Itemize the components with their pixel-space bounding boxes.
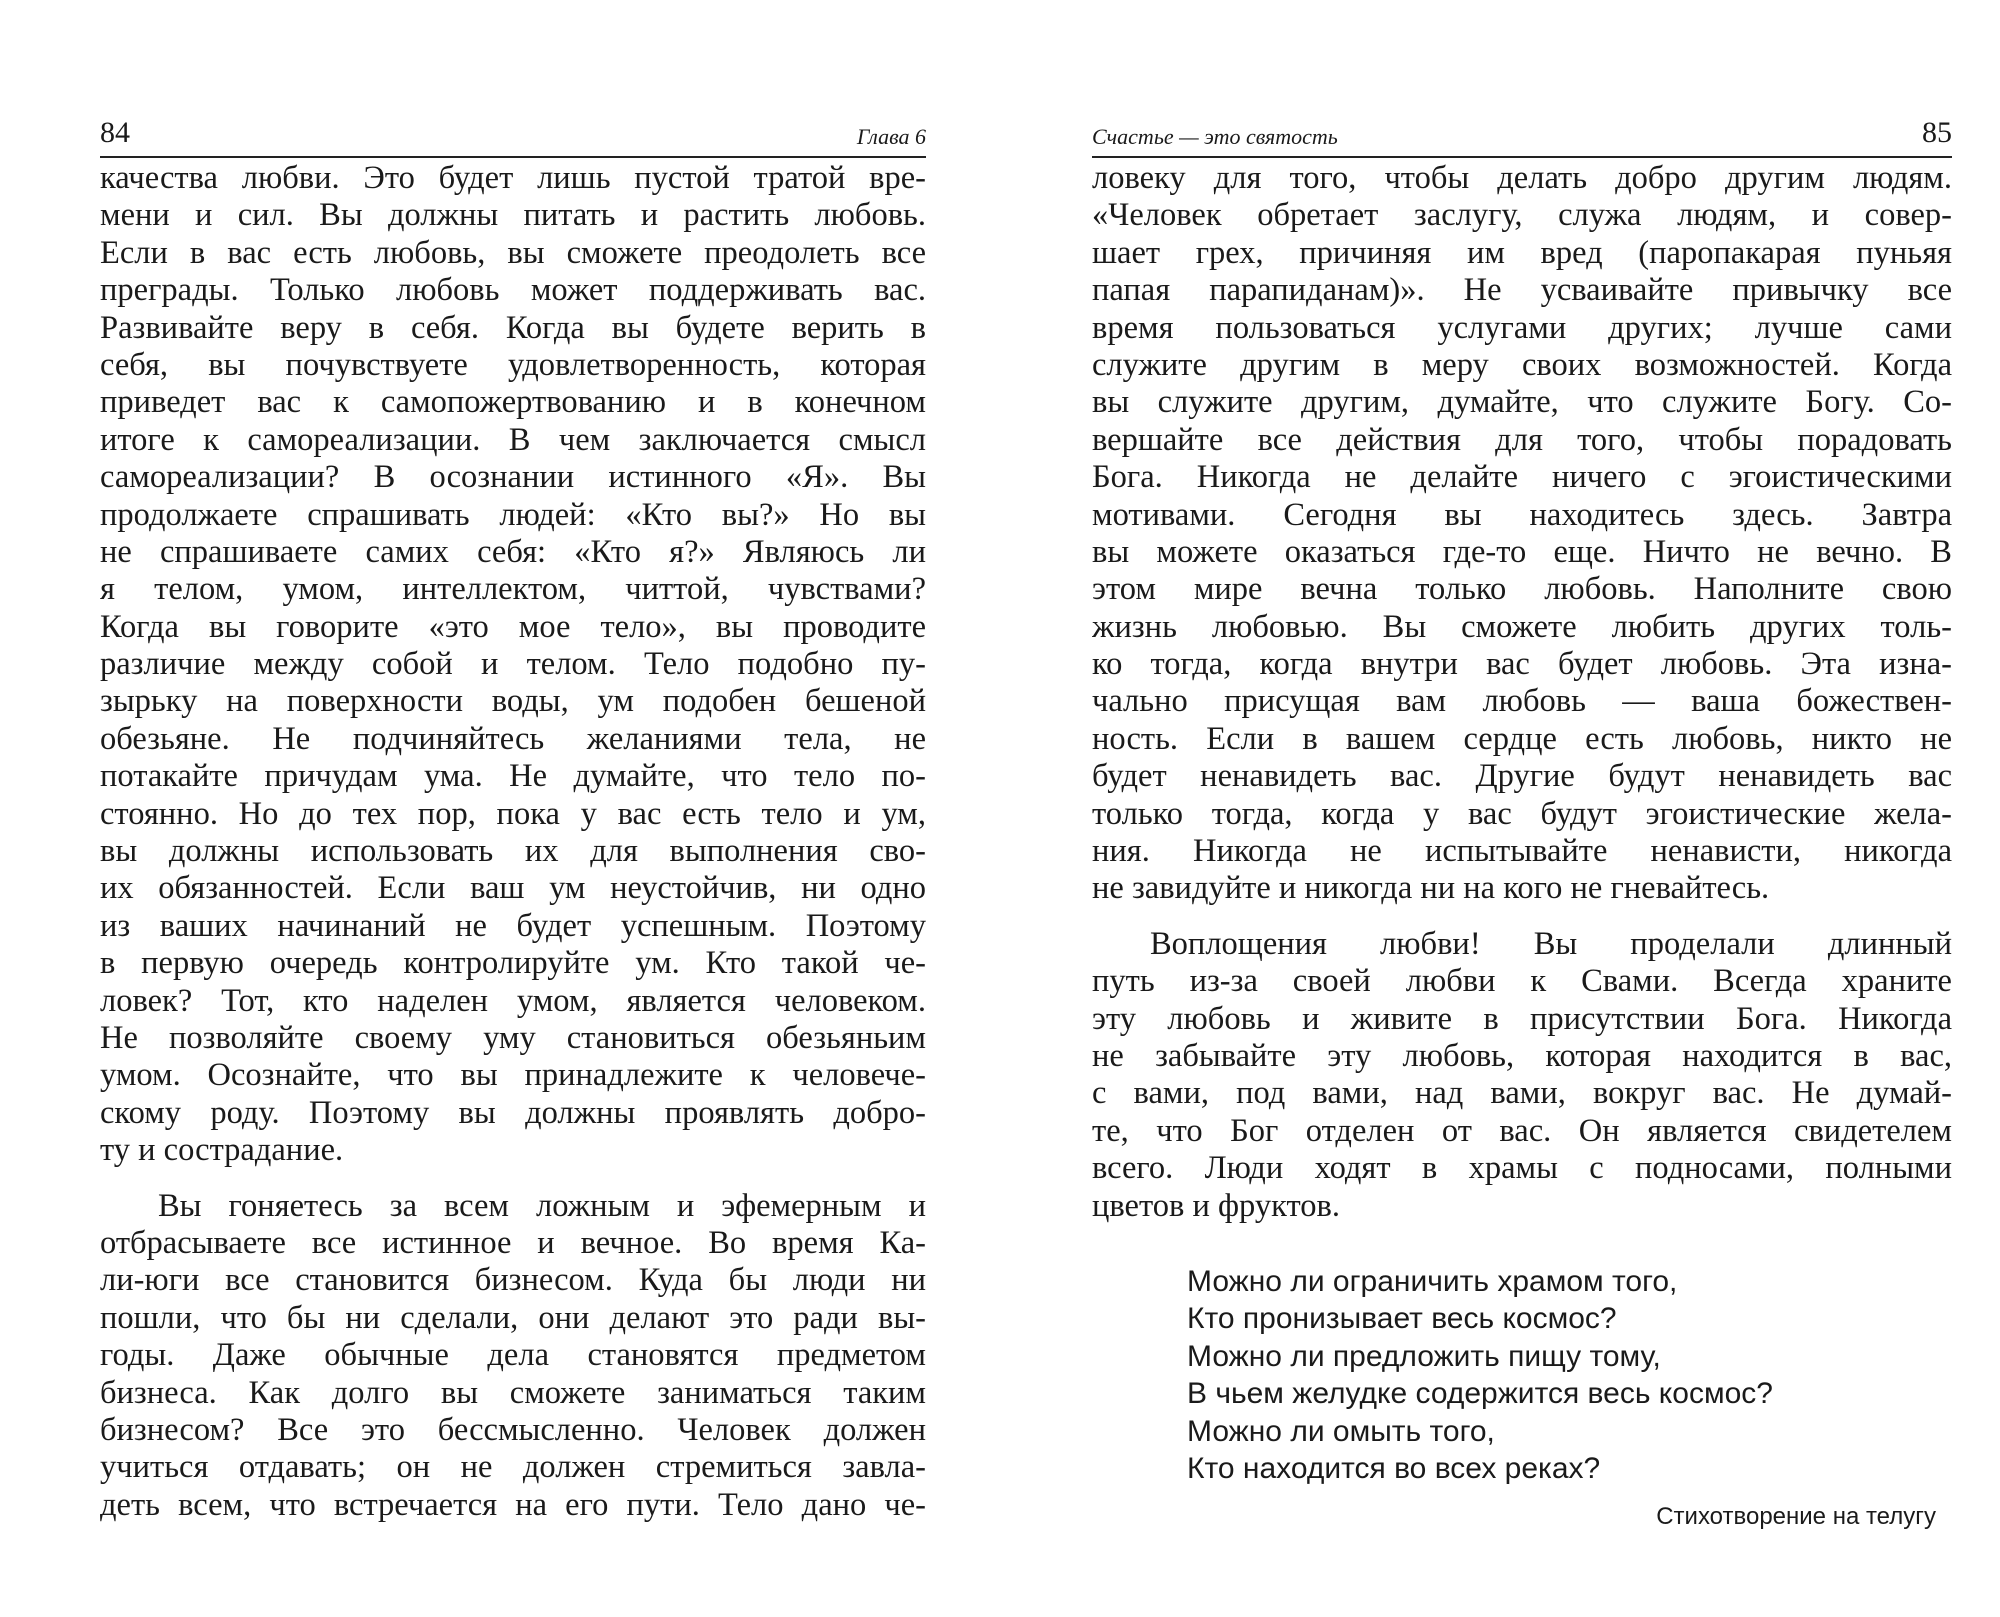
right-page-header (1092, 112, 1952, 158)
right-page-body (1092, 160, 1952, 1535)
text-line: бизнеса. Как долго вы сможете заниматься таким (100, 1374, 926, 1411)
text-line: чально присущая вам любовь — ваша божествен- (1092, 683, 1952, 720)
text-line: их обязанностей. Если ваш ум неустойчив, ни одно (100, 870, 926, 907)
paragraph (100, 160, 926, 1170)
text-line: из ваших начинаний не будет успешным. Поэтому (100, 907, 926, 944)
text-line: цветов и фруктов. (1092, 1187, 1340, 1224)
poem-line: Кто пронизывает весь космос? (1187, 1302, 1617, 1336)
poem-line: Можно ли омыть того, (1187, 1414, 1495, 1448)
poem-line: Кто находится во всех реках? (1187, 1452, 1601, 1486)
text-line: качества любви. Это будет лишь пустой тратой вре- (100, 160, 926, 196)
text-line: учиться отдавать; он не должен стремиться завла- (100, 1449, 926, 1486)
text-line: жизнь любовью. Вы сможете любить других толь- (1092, 608, 1952, 645)
text-line: стоянно. Но до тех пор, пока у вас есть тело и ум, (100, 795, 926, 832)
text-line: вы должны использовать их для выполнения сво- (100, 833, 926, 870)
text-line: Вы гоняетесь за всем ложным и эфемерным и (158, 1187, 926, 1224)
text-line: себя, вы почувствуете удовлетворенность, которая (100, 346, 926, 383)
text-line: мотивами. Сегодня вы находитесь здесь. Завтра (1092, 496, 1952, 533)
text-line: всего. Люди ходят в храмы с подносами, полными (1092, 1150, 1952, 1187)
left-page-header (100, 112, 926, 158)
text-line: ко тогда, когда внутри вас будет любовь. Эта изна- (1092, 646, 1952, 683)
text-line: служите другим в меру своих возможностей. Когда (1092, 346, 1952, 383)
poem-line: Можно ли ограничить храмом того, (1187, 1264, 1678, 1298)
text-line: я телом, умом, интеллектом, читтой, чувствами? (100, 571, 926, 608)
paragraph (1092, 926, 1952, 1225)
poem (1187, 1263, 1952, 1488)
text-line: вы можете оказаться где-то еще. Ничто не вечно. В (1092, 533, 1952, 570)
running-title: Глава 6 (856, 124, 926, 149)
text-line: не завидуйте и никогда ни на кого не гневайтесь. (1092, 870, 1770, 907)
text-line: этом мире вечна только любовь. Наполните свою (1092, 571, 1952, 608)
text-line: в первую очередь контролируйте ум. Кто такой че- (100, 945, 926, 982)
left-page-body (100, 160, 926, 1524)
text-line: ния. Никогда не испытывайте ненависти, никогда (1092, 833, 1952, 870)
text-line: с вами, под вами, над вами, вокруг вас. Не думай- (1092, 1075, 1952, 1112)
text-line: скому роду. Поэтому вы должны проявлять добро- (100, 1094, 926, 1131)
text-line: время пользоваться услугами других; лучше сами (1092, 309, 1952, 346)
text-line: ту и сострадание. (100, 1132, 344, 1169)
poem-line: В чьем желудке содержится весь космос? (1187, 1377, 1773, 1411)
text-line: деть всем, что встречается на его пути. Тело дано че- (100, 1486, 926, 1523)
text-line: отбрасываете все истинное и вечное. Во время Ка- (100, 1224, 926, 1261)
text-line: продолжаете спрашивать людей: «Кто вы?» Но вы (100, 496, 926, 533)
text-line: самореализации? В осознании истинного «Я». Вы (100, 459, 926, 496)
text-line: Когда вы говорите «это мое тело», вы проводите (100, 608, 926, 645)
text-line: бизнесом? Все это бессмысленно. Человек должен (100, 1411, 926, 1448)
paragraph (1092, 160, 1952, 908)
poem-line: Можно ли предложить пищу тому, (1187, 1339, 1661, 1373)
text-line: ность. Если в вашем сердце есть любовь, никто не (1092, 720, 1952, 757)
text-line: пошли, что бы ни сделали, они делают это ради вы- (100, 1299, 926, 1336)
text-line: вы служите другим, думайте, что служите Богу. Со- (1092, 384, 1952, 421)
text-line: мени и сил. Вы должны питать и растить любовь. (100, 197, 926, 234)
page-number: 85 (1922, 116, 1952, 149)
text-line: ловек? Тот, кто наделен умом, является человеком. (100, 982, 926, 1019)
text-line: приведет вас к самопожертвованию и в конечном (100, 384, 926, 421)
text-line: преграды. Только любовь может поддерживать вас. (100, 272, 926, 309)
text-line: умом. Осознайте, что вы принадлежите к человече- (100, 1057, 926, 1094)
text-line: «Человек обретает заслугу, служа людям, и совер- (1092, 197, 1952, 234)
text-line: путь из-за своей любви к Свами. Всегда храните (1092, 963, 1952, 1000)
running-title: Счастье — это святость (1092, 124, 1338, 149)
text-line: итоге к самореализации. В чем заключается смысл (100, 421, 926, 458)
text-line: зырьку на поверхности воды, ум подобен бешеной (100, 683, 926, 720)
text-line: вершайте все действия для того, чтобы порадовать (1092, 421, 1952, 458)
page-number: 84 (100, 116, 130, 149)
text-line: не забывайте эту любовь, которая находится в вас, (1092, 1037, 1952, 1074)
text-line: годы. Даже обычные дела становятся предметом (100, 1337, 926, 1374)
text-line: Если в вас есть любовь, вы сможете преодолеть все (100, 234, 926, 271)
poem-source: Стихотворение на телугу (1656, 1502, 1936, 1530)
text-line: те, что Бог отделен от вас. Он является свидетелем (1092, 1112, 1952, 1149)
text-line: будет ненавидеть вас. Другие будут ненавидеть вас (1092, 758, 1952, 795)
text-line: различие между собой и телом. Тело подобно пу- (100, 646, 926, 683)
text-line: Не позволяйте своему уму становиться обезьяньим (100, 1019, 926, 1056)
text-line: Развивайте веру в себя. Когда вы будете верить в (100, 309, 926, 346)
text-line: шает грех, причиняя им вред (паропакарая пуньяя (1092, 234, 1952, 271)
text-line: ли-юги все становится бизнесом. Куда бы люди ни (100, 1262, 926, 1299)
text-line: только тогда, когда у вас будут эгоистические жела- (1092, 795, 1952, 832)
text-line: папая парапиданам)». Не усваивайте привычку все (1092, 272, 1952, 309)
text-line: обезьяне. Не подчиняйтесь желаниями тела, не (100, 720, 926, 757)
text-line: Воплощения любви! Вы проделали длинный (1150, 925, 1952, 962)
text-line: не спрашиваете самих себя: «Кто я?» Являюсь ли (100, 533, 926, 570)
text-line: потакайте причудам ума. Не думайте, что тело по- (100, 758, 926, 795)
text-line: эту любовь и живите в присутствии Бога. Никогда (1092, 1000, 1952, 1037)
text-line: Бога. Никогда не делайте ничего с эгоистическими (1092, 459, 1952, 496)
text-line: ловеку для того, чтобы делать добро другим людям. (1092, 160, 1952, 196)
paragraph (100, 1188, 926, 1525)
